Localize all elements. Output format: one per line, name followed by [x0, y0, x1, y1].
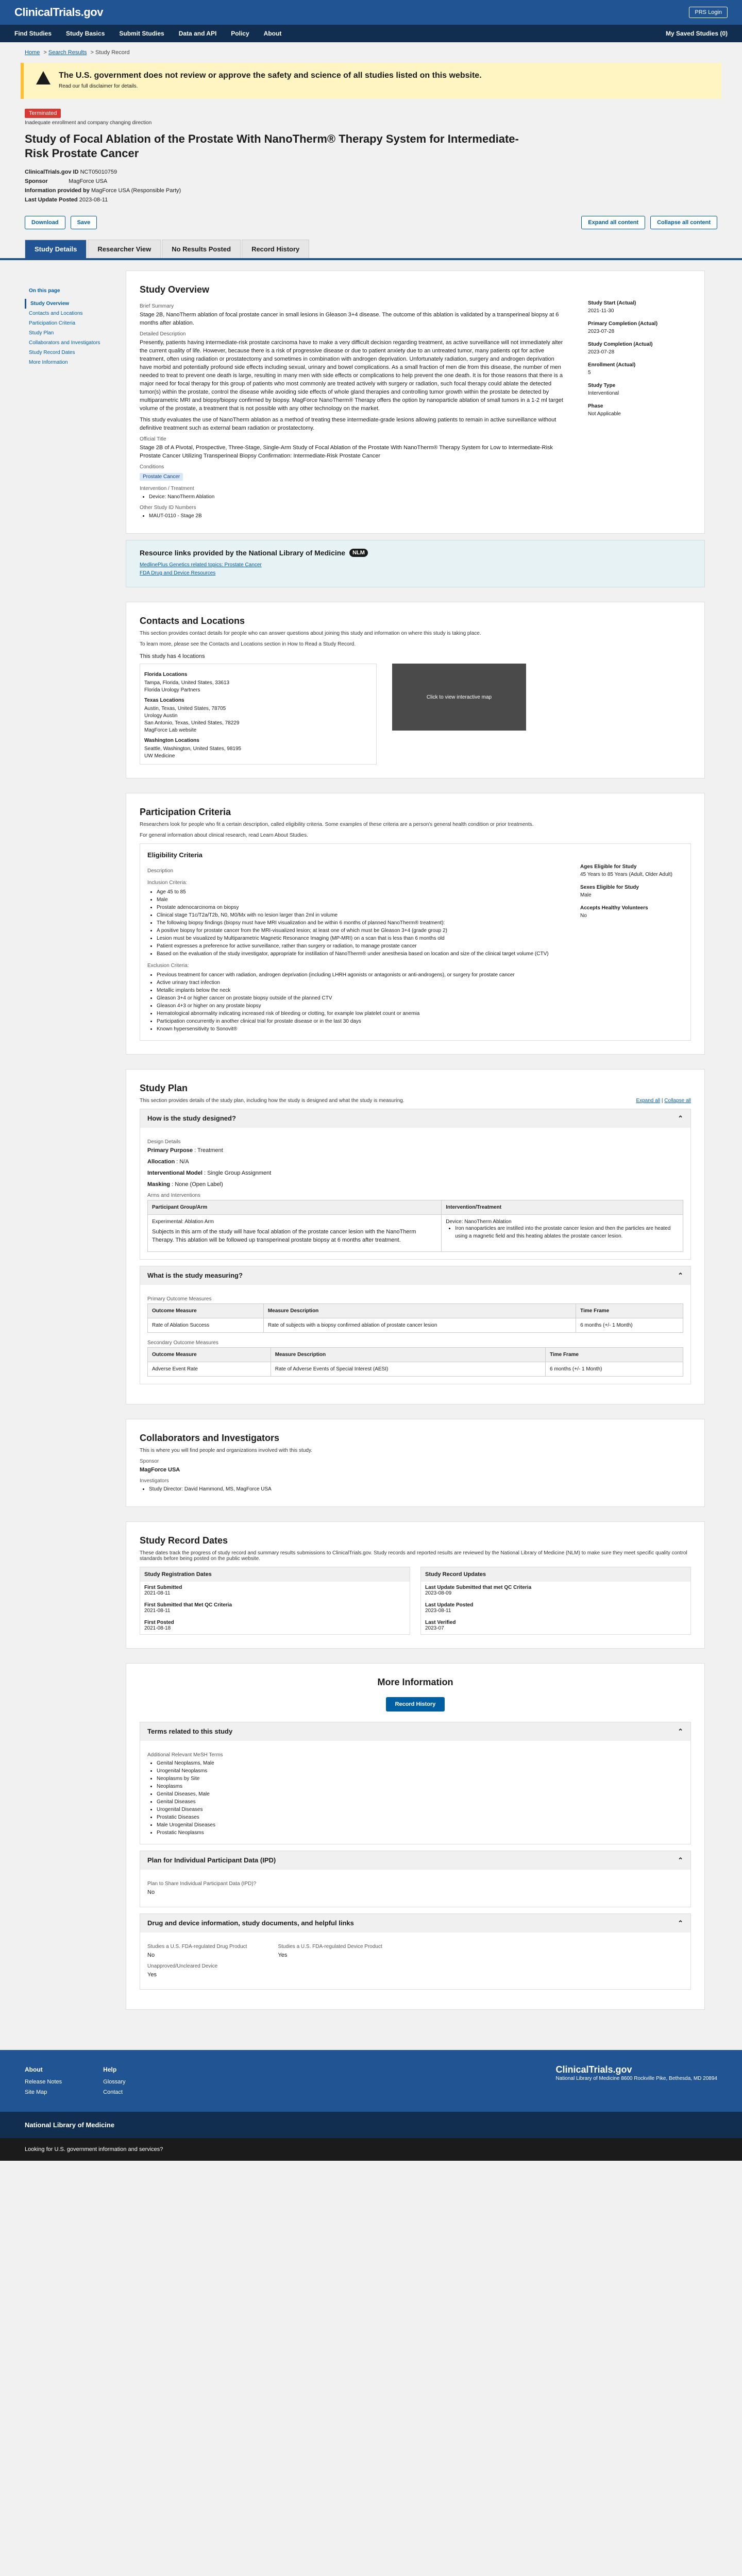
footer-link[interactable]: Glossary	[103, 2079, 126, 2085]
info-label: Information provided by	[25, 188, 90, 194]
sidebar-item-collaborators[interactable]: Collaborators and Investigators	[29, 340, 100, 346]
sidebar-item-overview[interactable]: Study Overview	[25, 299, 117, 309]
dates-desc: These dates track the progress of study record and summary results submissions to ClinicalTrials.gov. Study records and reported results are reviewed by the National Library of Medicine (NLM) to make sure they meet specific quality control standards before being posted on the public website.	[140, 1550, 687, 1562]
secondary-outcome-label: Secondary Outcome Measures	[147, 1340, 218, 1346]
fact-value: 2023-07-28	[588, 329, 615, 334]
exclusion-item: • Gleason 4+3 or higher on any prostate biopsy	[157, 1002, 560, 1010]
sidebar-item-dates[interactable]: Study Record Dates	[29, 350, 75, 355]
ipd-question: Plan to Share Individual Participant Data (IPD)?	[147, 1881, 257, 1887]
investigators-label: Investigators	[140, 1478, 169, 1484]
date-label: First Submitted that Met QC Criteria	[144, 1602, 232, 1608]
fact-value: Male	[580, 892, 592, 898]
collapse-all-button[interactable]: Collapse all content	[650, 216, 717, 229]
mesh-label: Additional Relevant MeSH Terms	[147, 1752, 223, 1758]
ipd-answer: No	[147, 1889, 155, 1895]
prs-login-button[interactable]: PRS Login	[689, 7, 728, 18]
date-label: First Submitted	[144, 1585, 182, 1590]
arm-intervention-desc: • Iron nanoparticles are instilled into the prostate cancer lesion and then the particles are heated using a magnetic field and this heating ablates the prostate cancer lesion.	[455, 1225, 679, 1240]
location-count: This study has 4 locations	[140, 653, 205, 659]
info-provider: MagForce USA (Responsible Party)	[91, 188, 181, 194]
mesh-term: • Genital Neoplasms, Male	[157, 1759, 683, 1767]
sidebar-title: On this page	[29, 288, 60, 294]
date-value: 2023-07	[425, 1625, 444, 1631]
registration-dates	[140, 1567, 410, 1635]
study-plan-section: Study Plan This section provides details of the study plan, including how the study is designed and what the study is measuring. Expand all | Collapse all How is the study designed? ⌃ Design Details Primary Purpose : Treatment Allocation : N/A Interventional Model : Single Group Assignment Masking : None (Open Label) Arms and Interventions Participant Group/Arm Intervention/Treatment Experimental: Ablation Arm Subjects in this arm of the study will have focal ablation of the prostate cancer lesion with the NanoTherm Therapy. This ablation will be followed up transperineal prostate biopsy at 6 months after treatment. Device: NanoTherm Ablation • Iron nanoparticles are instilled into the prostate cancer lesion and then the particles are heated using a magnetic field and this heating ablates the prostate cancer lesion. What is the study measuring? ⌃ Primary Outcome Measures Outcome Measure Measure Description Time Frame Rate of Ablation Success Rate of subjects with a biopsy confirmed ablation of prostate cancer lesion 6 months (+/- 1 Month) Secondary Outcome Measures Outcome Measure Measure Description Time Frame Adverse Event Rate Rate of Adverse Events of Special Interest (AESI) 6 months (+/- 1 Month)	[126, 1069, 705, 1404]
outcome-cell: 6 months (+/- 1 Month)	[576, 1318, 683, 1333]
collab-sponsor: MagForce USA	[140, 1467, 180, 1473]
location-site: Austin, Texas, United States, 78705	[144, 706, 226, 711]
terms-title: Terms related to this study	[147, 1727, 233, 1735]
location-state: Texas Locations	[144, 698, 184, 703]
nav-find-studies[interactable]: Find Studies	[14, 30, 52, 37]
primary-outcome-label: Primary Outcome Measures	[147, 1296, 212, 1302]
breadcrumb: Home > Search Results > Study Record	[25, 49, 130, 56]
arm-description: Subjects in this arm of the study will have focal ablation of the prostate cancer lesion with the NanoTherm Therapy. This ablation will be followed up transperineal prostate biopsy at 6 months after treatment.	[152, 1229, 416, 1243]
brief-summary-label: Brief Summary	[140, 303, 174, 309]
contacts-desc: This section provides contact details for people who can answer questions about joining this study and information on where this study is taking place.	[140, 631, 481, 636]
mesh-term: • Genital Diseases, Male	[157, 1790, 683, 1798]
design-value: Single Group Assignment	[207, 1170, 272, 1176]
design-accordion: How is the study designed? ⌃ Design Details Primary Purpose : Treatment Allocation : N/A Interventional Model : Single Group Assignment Masking : None (Open Label) Arms and Interventions Participant Group/Arm Intervention/Treatment Experimental: Ablation Arm Subjects in this arm of the study will have focal ablation of the prostate cancer lesion with the NanoTherm Therapy. This ablation will be followed up transperineal prostate biopsy at 6 months after treatment. Device: NanoTherm Ablation • Iron nanoparticles are instilled into the prostate cancer lesion and then the particles are heated using a magnetic field and this heating ablates the prostate cancer lesion.	[140, 1109, 691, 1260]
condition-pill[interactable]: Prostate Cancer	[140, 473, 183, 481]
gov-info-link[interactable]: Looking for U.S. government information and services?	[25, 2146, 163, 2153]
investigator-item: • Study Director: David Hammond, MS, MagForce USA	[149, 1485, 691, 1493]
design-value: Treatment	[197, 1147, 223, 1154]
drug-q: Studies a U.S. FDA-regulated Drug Product	[147, 1944, 247, 1950]
location-name: Urology Austin	[144, 713, 178, 719]
inclusion-item: • Based on the evaluation of the study investigator, appropriate for instillation of NanoTherm® under anesthesia based on location and size of the clinical target volume (CTV)	[157, 950, 560, 958]
location-name: Florida Urology Partners	[144, 687, 200, 693]
drug-q: Studies a U.S. FDA-regulated Device Product	[278, 1944, 382, 1950]
drug-accordion-header[interactable]	[140, 1914, 690, 1933]
id-label: ClinicalTrials.gov ID	[25, 169, 79, 175]
drug-a: No	[147, 1952, 155, 1958]
update-label: Last Update Posted	[25, 197, 78, 203]
detailed-desc-label: Detailed Description	[140, 331, 186, 337]
terms-accordion-header[interactable]	[140, 1722, 690, 1741]
outcome-cell: Rate of Adverse Events of Special Interest (AESI)	[271, 1362, 545, 1377]
date-value: 2021-08-18	[144, 1625, 171, 1631]
eligibility-facts	[580, 863, 683, 1033]
exclusion-item: • Participation concurrently in another clinical trial for prostate disease or in the last 30 days	[157, 1018, 560, 1025]
eligibility-box	[140, 843, 691, 1041]
mesh-term: • Prostatic Diseases	[157, 1814, 683, 1821]
drug-title: Drug and device information, study documents, and helpful links	[147, 1919, 354, 1927]
fact-value: 45 Years to 85 Years (Adult, Older Adult)	[580, 872, 673, 877]
location-map[interactable]	[392, 664, 526, 731]
drug-a: Yes	[278, 1952, 288, 1958]
fact-label: Study Type	[588, 383, 616, 388]
outcome-cell: Adverse Event Rate	[148, 1362, 271, 1377]
plan-collapse-all[interactable]: Collapse all	[664, 1098, 691, 1104]
nav-study-basics[interactable]: Study Basics	[66, 30, 105, 37]
criteria-heading: Participation Criteria	[140, 807, 231, 817]
fact-value: 5	[588, 370, 591, 376]
fact-label: Sexes Eligible for Study	[580, 885, 639, 890]
criteria-desc-2: For general information about clinical research, read Learn About Studies.	[140, 833, 308, 838]
contacts-section	[126, 602, 705, 778]
exclusion-item: • Previous treatment for cancer with radiation, androgen deprivation (including LHRH agonists or antagonists or anti-androgens), or surgery for prostate cancer	[157, 971, 560, 979]
saved-studies-link[interactable]: My Saved Studies (0)	[665, 30, 728, 37]
footer-link[interactable]: Site Map	[25, 2089, 47, 2095]
drug-q: Unapproved/Uncleared Device	[147, 1963, 218, 1969]
sidebar-item-contacts[interactable]: Contacts and Locations	[29, 311, 83, 316]
location-state: Washington Locations	[144, 738, 199, 743]
tab-no-results[interactable]: No Results Posted	[162, 240, 241, 258]
expand-all-button[interactable]: Expand all content	[581, 216, 645, 229]
ipd-accordion-header[interactable]	[140, 1851, 690, 1870]
outcome-cell: Rate of subjects with a biopsy confirmed ablation of prostate cancer lesion	[263, 1318, 576, 1333]
inclusion-item: • Age 45 to 85	[157, 888, 560, 896]
plan-desc: This section provides details of the study plan, including how the study is designed and what the study is measuring.	[140, 1098, 404, 1104]
mesh-list	[147, 1759, 683, 1837]
intervention-item: • Device: NanoTherm Ablation	[149, 493, 567, 501]
sidebar-item-criteria[interactable]: Participation Criteria	[29, 320, 76, 326]
inclusion-list	[147, 888, 560, 958]
drug-a: Yes	[147, 1972, 157, 1978]
alert-body: Read our full disclaimer for details.	[59, 83, 138, 89]
save-button[interactable]: Save	[71, 216, 97, 229]
table-row	[148, 1318, 683, 1333]
exclusion-item: • Hematological abnormality indicating increased risk of bleeding or clotting, for example low platelet count or anemia	[157, 1010, 560, 1018]
official-title: Stage 2B of A Pivotal, Prospective, Three-Stage, Single-Arm Study of Focal Ablation of the Prostate With NanoTherm® Therapy System for Low to Intermediate-Risk Prostate Cancer Utilizing Transperineal Biopsy Confirmation: Intermediate-Risk Prostate Cancer	[140, 445, 553, 459]
design-accordion-header[interactable]	[140, 1109, 690, 1128]
outcome-cell: 6 months (+/- 1 Month)	[546, 1362, 683, 1377]
other-id-item: • MAUT-0110 - Stage 2B	[149, 512, 567, 520]
contacts-heading: Contacts and Locations	[140, 616, 245, 626]
date-value: 2023-08-11	[425, 1608, 451, 1614]
more-heading: More Information	[377, 1677, 453, 1687]
main-nav	[0, 25, 742, 42]
record-dates-section	[126, 1521, 705, 1649]
exclusion-label: Exclusion Criteria:	[147, 963, 189, 969]
fact-value: Not Applicable	[588, 411, 621, 417]
outcome-cell: Rate of Ablation Success	[148, 1318, 264, 1333]
location-site: Seattle, Washington, United States, 98195	[144, 746, 242, 752]
table-row	[148, 1215, 683, 1252]
location-site: San Antonio, Texas, United States, 78229	[144, 720, 240, 726]
footer-about[interactable]: About	[25, 2066, 43, 2073]
study-overview-section	[126, 270, 705, 534]
overview-heading: Study Overview	[140, 284, 210, 295]
exclusion-item: • Gleason 3+4 or higher cancer on prostate biopsy outside of the planned CTV	[157, 994, 560, 1002]
fact-label: Enrollment (Actual)	[588, 362, 636, 368]
inclusion-item: • Patient expresses a preference for active surveillance, rather than surgery or radiation, to manage prostate cancer	[157, 942, 560, 950]
site-logo[interactable]: ClinicalTrials.gov	[14, 6, 103, 19]
inclusion-item: • Clinical stage T1c/T2a/T2b, N0, M0/Mx with no lesion larger than 2ml in volume	[157, 911, 560, 919]
date-value: 2023-08-09	[425, 1590, 452, 1596]
tab-researcher-view[interactable]: Researcher View	[88, 240, 161, 258]
conditions-label: Conditions	[140, 464, 164, 470]
sidebar-item-more[interactable]: More Information	[29, 360, 68, 365]
plan-heading: Study Plan	[140, 1083, 188, 1093]
footer-link[interactable]: Contact	[103, 2089, 123, 2095]
eligibility-title: Eligibility Criteria	[147, 851, 203, 859]
inclusion-item: • Male	[157, 896, 560, 904]
ipd-accordion	[140, 1851, 691, 1907]
design-value: None (Open Label)	[175, 1181, 223, 1188]
arms-label: Arms and Interventions	[147, 1193, 200, 1198]
sidebar-item-plan[interactable]: Study Plan	[29, 330, 54, 336]
exclusion-list	[147, 971, 560, 1033]
collaborators-section	[126, 1419, 705, 1507]
outcome-header: Time Frame	[576, 1304, 683, 1318]
nav-data-api[interactable]: Data and API	[178, 30, 217, 37]
record-tabs	[0, 234, 742, 260]
exclusion-item: • Known hypersensitivity to Sonovit®	[157, 1025, 560, 1033]
disclaimer-alert	[21, 63, 721, 99]
mesh-term: • Urogenital Neoplasms	[157, 1767, 683, 1775]
design-key: Masking	[147, 1181, 171, 1188]
exclusion-item: • Active urinary tract infection	[157, 979, 560, 987]
collab-sponsor-label: Sponsor	[140, 1459, 159, 1464]
footer-link[interactable]: Release Notes	[25, 2079, 62, 2085]
overview-key-facts	[588, 299, 691, 520]
criteria-desc: Researchers look for people who fit a certain description, called eligibility criteria. Some examples of these criteria are a person's general health condition or prior treatments.	[140, 822, 534, 827]
measuring-accordion	[140, 1266, 691, 1384]
chevron-up-icon: ⌃	[678, 1856, 683, 1864]
design-key: Primary Purpose	[147, 1147, 193, 1154]
chevron-up-icon: ⌃	[678, 1272, 683, 1279]
official-title-label: Official Title	[140, 436, 166, 442]
design-key: Allocation	[147, 1159, 175, 1165]
breadcrumb-home[interactable]: Home	[25, 49, 40, 56]
tab-study-details[interactable]: Study Details	[25, 240, 87, 258]
design-value: N/A	[179, 1159, 189, 1165]
location-name: MagForce Lab website	[144, 727, 197, 733]
inclusion-label: Inclusion Criteria:	[147, 880, 188, 886]
date-value: 2021-08-11	[144, 1608, 171, 1614]
measuring-title: What is the study measuring?	[147, 1272, 243, 1279]
update-dates	[420, 1567, 691, 1635]
nav-policy[interactable]: Policy	[231, 30, 249, 37]
fact-value: 2021-11-30	[588, 308, 614, 314]
arms-table	[147, 1200, 683, 1252]
nlm-title: Resource links provided by the National Library of Medicine	[140, 549, 346, 557]
mesh-term: • Male Urogenital Diseases	[157, 1821, 683, 1829]
location-site: Tampa, Florida, United States, 33613	[144, 680, 230, 686]
table-row	[148, 1362, 683, 1377]
breadcrumb-current: Study Record	[95, 49, 130, 56]
on-this-page-nav	[25, 270, 117, 2024]
location-state: Florida Locations	[144, 672, 188, 677]
inclusion-item: • The following biopsy findings (biopsy must have MRI visualization and be within 6 months of planned NanoTherm® treatment):	[157, 919, 560, 927]
intervention-label: Intervention / Treatment	[140, 486, 194, 492]
fact-label: Study Completion (Actual)	[588, 342, 653, 347]
inclusion-item: • Prostate adenocarcinoma on biopsy	[157, 904, 560, 911]
primary-outcome-table	[147, 1303, 683, 1333]
footer-logo	[555, 2064, 717, 2097]
site-footer	[0, 2050, 742, 2112]
detailed-description: Presently, patients having intermediate-risk prostate carcinoma have to make a very difficult decision regarding treatment, as active surveillance will not immediately alter the current quality of life. However, because there is a risk of progressive disease or due to patient anxiety due to an untreated tumor, many patients opt for active treatment, often using radiation or prostatectomy and sometimes in combination with androgen deprivation. Unfortunately radiation, surgery and androgen deprivation have morbid and potentially profound side effects including sexual, urinary and bowel complications. As a small fraction of men die from this disease, the number of men needed to treat to prevent one death is large, resulting in many men with side effects or complications to help prevent the one death. It is for those reasons that there is a major need for focal therapy for this group of patients who most commonly are treated actively with surgery or radiation, such focal therapy could ablate the detected tumor(s) within the prostate, control the disease while avoiding side effects of whole gland therapies and controlling tumor growth within the prostate be detected by multiparametric MRI and biopsy/biopsy confirmed by biopsy. MagForce NanoTherm® Therapy offers the option by nanoparticle ablation of small tumors in a 1-2 ml target volume of the prostate, a treatment that is not possible with any other technology on the market.	[140, 340, 563, 412]
plan-expand-all[interactable]: Expand all	[636, 1098, 661, 1104]
breadcrumb-search[interactable]: Search Results	[48, 49, 87, 56]
secondary-outcome-table	[147, 1347, 683, 1377]
date-label: Last Update Submitted that met QC Criteria	[425, 1585, 532, 1590]
chevron-up-icon: ⌃	[678, 1919, 683, 1927]
footer-brand[interactable]: ClinicalTrials.gov	[555, 2064, 632, 2075]
design-details-label: Design Details	[147, 1139, 181, 1145]
nlm-link-fda[interactable]: FDA Drug and Device Resources	[140, 570, 216, 576]
warning-icon	[36, 71, 50, 84]
more-info-section	[126, 1663, 705, 2010]
mesh-term: • Genital Diseases	[157, 1798, 683, 1806]
mesh-term: • Neoplasms by Site	[157, 1775, 683, 1783]
date-label: Last Update Posted	[425, 1602, 474, 1608]
ipd-title: Plan for Individual Participant Data (IPD)	[147, 1856, 276, 1864]
description-label: Description	[147, 868, 174, 874]
record-history-button[interactable]: Record History	[386, 1697, 445, 1711]
date-value: 2021-08-11	[144, 1590, 171, 1596]
outcome-header: Measure Description	[263, 1304, 576, 1318]
outcome-header: Outcome Measure	[148, 1348, 271, 1362]
detailed-description-2: This study evaluates the use of NanoTherm ablation as a method of treating these intermediate-grade lesions allowing patients to remain in active surveillance without definitive treatment such as external beam radiation or prostatectomy.	[140, 417, 556, 431]
chevron-up-icon: ⌃	[678, 1727, 683, 1735]
fact-value: Interventional	[588, 391, 619, 396]
drug-accordion	[140, 1913, 691, 1990]
fact-value: 2023-07-28	[588, 349, 615, 355]
inclusion-item: • A positive biopsy for prostate cancer from the MRI-visualized lesion; at least one of which must be Gleason 3+4 (grade group 2)	[157, 927, 560, 935]
sponsor-name: MagForce USA	[69, 178, 108, 184]
mesh-term: • Neoplasms	[157, 1783, 683, 1790]
nlm-badge: NLM	[349, 549, 368, 557]
gov-footer	[0, 2138, 742, 2161]
outcome-header: Measure Description	[271, 1348, 545, 1362]
fact-label: Primary Completion (Actual)	[588, 321, 658, 327]
inclusion-item: • Lesion must be visualized by Multiparametric Magnetic Resonance Imaging (MP-MRI) on a scan that is less than 6 months old	[157, 935, 560, 942]
collab-desc: This is where you will find people and organizations involved with this study.	[140, 1448, 312, 1453]
outcome-header: Time Frame	[546, 1348, 683, 1362]
tab-record-history[interactable]: Record History	[242, 240, 309, 258]
contacts-desc-2: To learn more, please see the Contacts and Locations section in How to Read a Study Record.	[140, 641, 356, 647]
design-title: How is the study designed?	[147, 1114, 236, 1122]
footer-help[interactable]: Help	[103, 2066, 117, 2073]
arms-header-intervention: Intervention/Treatment	[442, 1200, 683, 1215]
brief-summary: Stage 2B, NanoTherm ablation of focal prostate cancer in small lesions in Gleason 3+4 disease. The outcome of this ablation is validated by a transperineal biopsy at 6 months after ablation.	[140, 312, 559, 326]
exclusion-item: • Metallic implants below the neck	[157, 987, 560, 994]
nlm-footer	[0, 2112, 742, 2138]
outcome-header: Outcome Measure	[148, 1304, 264, 1318]
study-meta	[25, 167, 717, 205]
fact-label: Accepts Healthy Volunteers	[580, 905, 648, 911]
fact-value: No	[580, 913, 587, 919]
nav-about[interactable]: About	[263, 30, 282, 37]
nlm-footer-logo[interactable]: National Library of Medicine	[25, 2121, 115, 2129]
status-badge: Terminated	[25, 109, 61, 118]
other-id-label: Other Study ID Numbers	[140, 505, 196, 511]
fact-label: Study Start (Actual)	[588, 300, 636, 306]
footer-address: National Library of Medicine 8600 Rockville Pike, Bethesda, MD 20894	[555, 2076, 717, 2081]
arm-intervention: Device: NanoTherm Ablation	[446, 1219, 512, 1225]
nct-id: NCT05010759	[80, 169, 117, 175]
date-label: Last Verified	[425, 1620, 456, 1625]
mesh-term: • Prostatic Neoplasms	[157, 1829, 683, 1837]
arm-name: Experimental: Ablation Arm	[152, 1219, 214, 1225]
fact-label: Phase	[588, 403, 603, 409]
terms-accordion	[140, 1722, 691, 1844]
chevron-up-icon: ⌃	[678, 1114, 683, 1122]
location-list	[140, 664, 377, 765]
nlm-resource-links	[126, 540, 705, 587]
nav-submit-studies[interactable]: Submit Studies	[119, 30, 164, 37]
mesh-term: • Urogenital Diseases	[157, 1806, 683, 1814]
last-update: 2023-08-11	[79, 197, 108, 203]
top-header	[0, 0, 742, 25]
nlm-link-genetics[interactable]: MedlinePlus Genetics related topics: Prostate Cancer	[140, 562, 262, 568]
design-key: Interventional Model	[147, 1170, 203, 1176]
sponsor-label: Sponsor	[25, 178, 48, 184]
status-description: Inadequate enrollment and company changing direction	[25, 120, 152, 126]
page-title: Study of Focal Ablation of the Prostate With NanoTherm® Therapy System for Intermediate-Risk Prostate Cancer	[25, 132, 519, 160]
dates-heading: Study Record Dates	[140, 1535, 228, 1546]
collab-heading: Collaborators and Investigators	[140, 1433, 280, 1443]
fact-label: Ages Eligible for Study	[580, 864, 637, 870]
participation-criteria-section	[126, 793, 705, 1055]
download-button[interactable]: Download	[25, 216, 65, 229]
map-label: Click to view interactive map	[426, 694, 492, 700]
date-label: First Posted	[144, 1620, 174, 1625]
updates-title: Study Record Updates	[421, 1567, 690, 1582]
location-name: UW Medicine	[144, 753, 175, 759]
measuring-accordion-header[interactable]	[140, 1266, 690, 1285]
alert-title: The U.S. government does not review or approve the safety and science of all studies listed on this website.	[59, 71, 482, 80]
registration-title: Study Registration Dates	[140, 1567, 410, 1582]
arms-header-group: Participant Group/Arm	[148, 1200, 442, 1215]
